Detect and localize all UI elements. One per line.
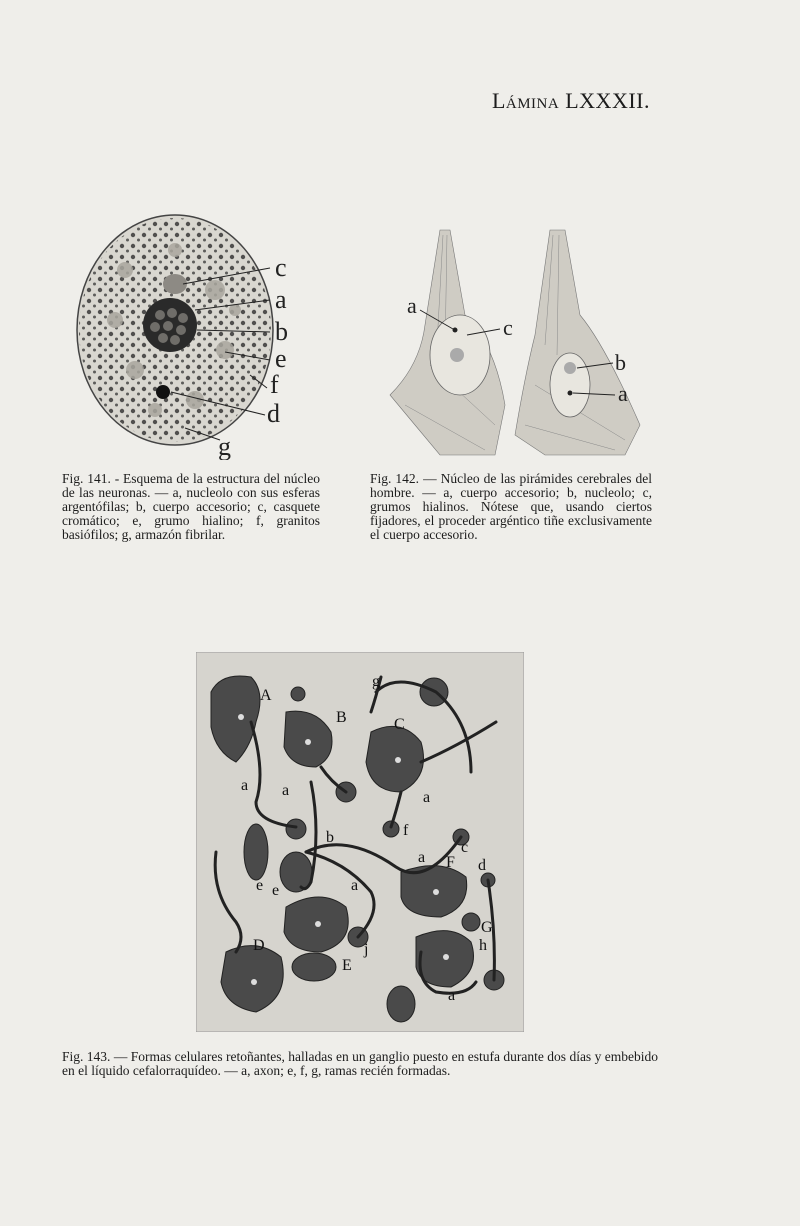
fig143-label-E: E bbox=[342, 957, 352, 974]
figure-141 bbox=[75, 210, 315, 460]
fig141-label-a: a bbox=[275, 285, 287, 314]
bleed-through-header bbox=[80, 62, 280, 74]
fig143-label-D: D bbox=[253, 937, 265, 954]
fig143-label-a3: a bbox=[423, 789, 431, 806]
fig143-label-e1: e bbox=[256, 877, 264, 894]
plate-title bbox=[470, 88, 650, 114]
fig143-label-F: F bbox=[446, 854, 455, 871]
fig143-label-d: d bbox=[478, 857, 486, 874]
cell-C bbox=[366, 726, 424, 792]
plate-title-numeral: LXXXII. bbox=[565, 88, 650, 113]
accessory-body bbox=[156, 385, 170, 399]
fig143-label-j: j bbox=[364, 941, 369, 958]
fig143-label-e2: e bbox=[272, 882, 280, 899]
fig143-label-a6: a bbox=[448, 987, 456, 1004]
plate-title-prefix: Lámina bbox=[491, 88, 560, 113]
caption-fig-142: Fig. 142. — Núcleo de las pirámides cerebrales del hombre. — a, cuerpo accesorio; b, nucleolo; c, grumos hialinos. Nótese que, usando ciertos fijadores, el proceder argéntico tiñe exclusivamente el cuerpo accesorio. bbox=[370, 471, 652, 542]
fig143-label-f: f bbox=[403, 822, 409, 839]
fig143-label-h: h bbox=[479, 937, 487, 954]
figure-142 bbox=[385, 225, 650, 460]
fig143-label-a1: a bbox=[241, 777, 249, 794]
fig141-label-d: d bbox=[267, 399, 280, 428]
fig141-label-e: e bbox=[275, 344, 287, 373]
figure-143-drawing bbox=[196, 652, 524, 1032]
fig141-label-g: g bbox=[218, 432, 231, 460]
fig143-label-c: c bbox=[461, 839, 469, 856]
fig142-label-c: c bbox=[503, 315, 513, 340]
figure-142-drawing bbox=[385, 225, 650, 460]
figure-143 bbox=[196, 652, 524, 1032]
fig142-label-a-left: a bbox=[407, 293, 417, 318]
fig143-label-A: A bbox=[260, 687, 272, 704]
figure-141-drawing bbox=[75, 210, 315, 460]
fig143-label-g: g bbox=[372, 673, 380, 690]
fig141-label-c: c bbox=[275, 253, 287, 282]
fig141-label-f: f bbox=[270, 370, 279, 399]
fig143-label-G: G bbox=[481, 919, 493, 936]
caption-fig-143: Fig. 143. — Formas celulares retoñantes, halladas en un ganglio puesto en estufa durante dos días y embebido en el líquido cefalorraquídeo. — a, axon; e, f, g, ramas recién formadas. bbox=[62, 1049, 658, 1078]
fig143-label-b: b bbox=[326, 829, 334, 846]
pyramid-cell-right bbox=[515, 230, 640, 455]
fig143-label-B: B bbox=[336, 709, 347, 726]
caption-fig-141: Fig. 141. - Esquema de la estructura del núcleo de las neuronas. — a, nucleolo con sus esferas argentófilas; b, cuerpo accesorio; c, casquete cromático; e, grumo hialino; f, granitos basiófilos; g, armazón fibrilar. bbox=[62, 471, 320, 542]
fig143-label-a4: a bbox=[418, 849, 426, 866]
fig142-label-b: b bbox=[615, 350, 626, 375]
fig142-label-a-right: a bbox=[618, 381, 628, 406]
fig141-label-b: b bbox=[275, 317, 288, 346]
fig143-label-C: C bbox=[394, 716, 405, 733]
fig143-label-a5: a bbox=[351, 877, 359, 894]
fig143-label-a2: a bbox=[282, 782, 290, 799]
